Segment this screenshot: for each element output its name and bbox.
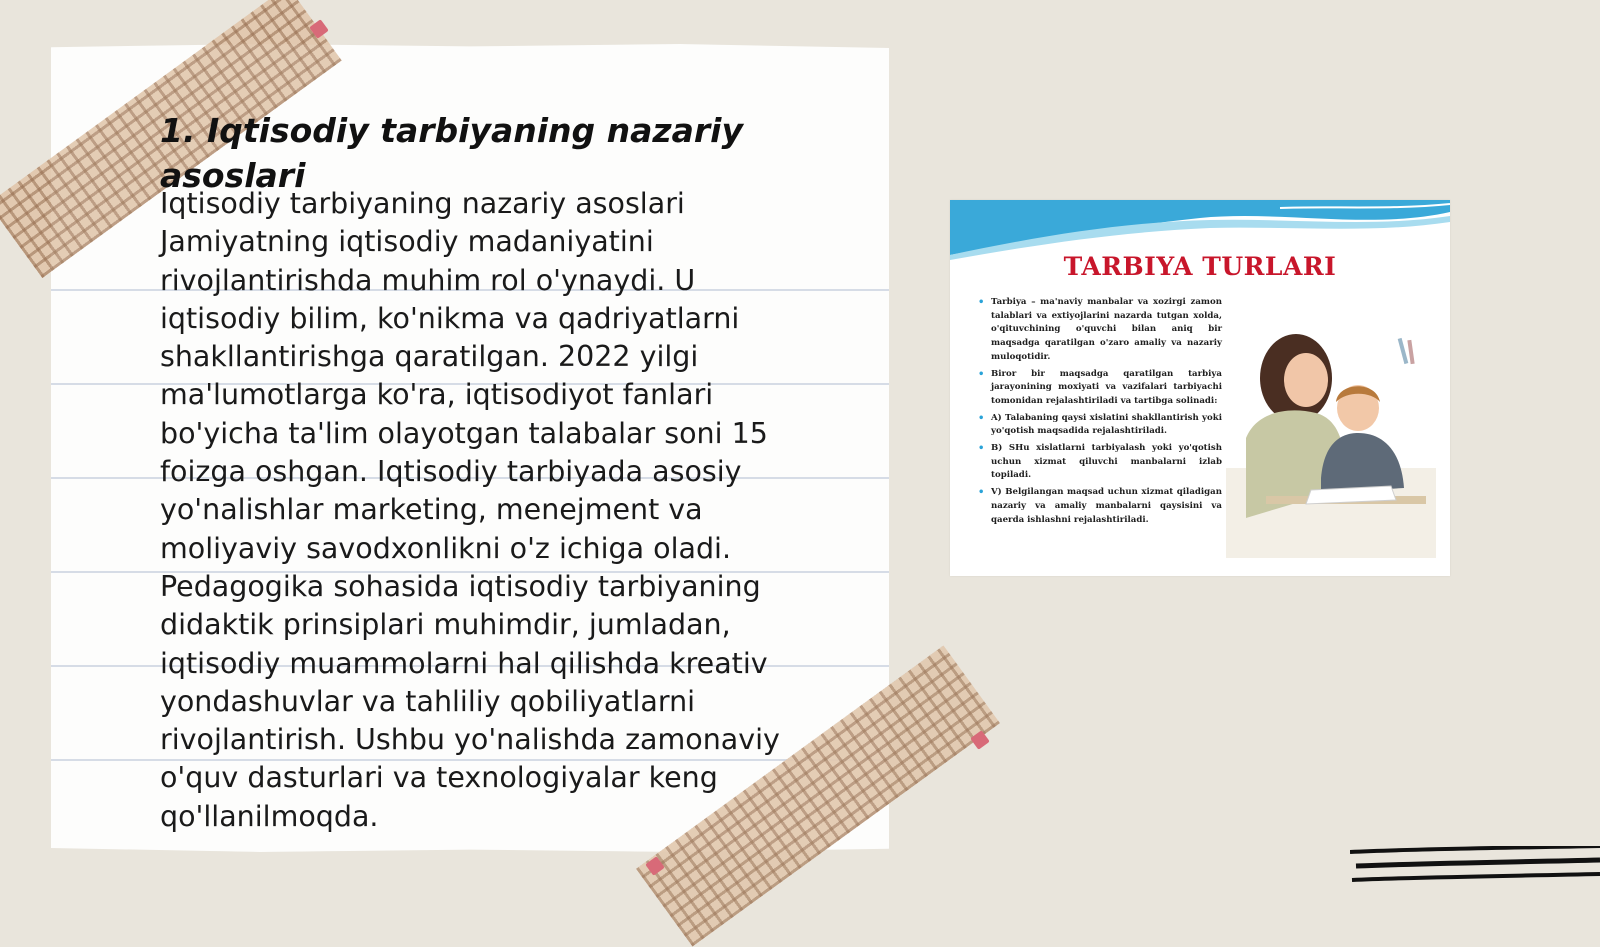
teacher-and-student-icon <box>1226 318 1436 558</box>
bullet-icon: • <box>978 297 985 308</box>
inset-list-item-text: Biror bir maqsadga qaratilgan tarbiya jarayonining moxiyati va vazifalari tarbiyachi tomonidan rejalashtiriladi va tartibga solinadi: <box>991 368 1222 406</box>
slide-body-text: Iqtisodiy tarbiyaning nazariy asoslari Jamiyatning iqtisodiy madaniyatini rivojlantirishda muhim rol o'ynaydi. U iqtisodiy bilim, ko'nikma va qadriyatlarni shakllantirishga qaratilgan. 2022 yilgi ma'lumotlarga ko'ra, iqtisodiyot fanlari bo'yicha ta'lim olayotgan talabalar soni 15 foizga oshgan. Iqtisodiy tarbiyada asosiy yo'nalishlar marketing, menejment va moliyaviy savodxonlikni o'z ichiga oladi. Pedagogika sohasida iqtisodiy tarbiyaning didaktik prinsiplari muhimdir, jumladan, iqtisodiy muammolarni hal qilishda kreativ yondashuvlar va tahliliy qobiliyatlarni rivojlantirish. Ushbu yo'nalishda zamonaviy o'quv dasturlari va texnologiyalar keng qo'llanilmoqda. <box>160 187 780 833</box>
inset-list-item <box>976 486 1222 527</box>
brush-stripes-decoration <box>1350 846 1600 890</box>
inset-list-item-text: A) Talabaning qaysi xislatini shakllantirish yoki yo'qotish maqsadida rejalashtiriladi. <box>991 412 1222 437</box>
slide-title: 1. Iqtisodiy tarbiyaning nazariy asoslari <box>160 111 743 195</box>
inset-list-item-text: V) Belgilangan maqsad uchun xizmat qiladigan nazariy va amaliy manbalarni qaysisini va qaerda ishlashni rejalashtiriladi. <box>991 487 1222 525</box>
bullet-icon: • <box>978 443 985 455</box>
bullet-icon: • <box>978 412 985 424</box>
inset-list-item-text: B) SHu xislatlarni tarbiyalash yoki yo'qotish uchun xizmat qiluvchi manbalarni izlab topiladi. <box>991 443 1222 481</box>
inset-list-item-text: Tarbiya – ma'naviy manbalar va xozirgi zamon talablari va extiyojlarini nazarda tutgan xolda, o'qituvchining o'quvchi bilan aniq bir maqsadga qaratilgan o'zaro amaliy va nazariy muloqotidir. <box>991 297 1222 362</box>
inset-title: TARBIYA TURLARI <box>1063 252 1337 281</box>
bullet-icon: • <box>978 487 985 499</box>
inset-bullet-list <box>976 296 1222 530</box>
inset-list-item <box>976 296 1222 365</box>
inset-list-item <box>976 368 1222 409</box>
inset-slide-image <box>950 200 1450 576</box>
inset-list-item <box>976 442 1222 483</box>
inset-list-item <box>976 412 1222 439</box>
bullet-icon: • <box>978 368 985 380</box>
header-wave-graphic <box>950 200 1450 260</box>
